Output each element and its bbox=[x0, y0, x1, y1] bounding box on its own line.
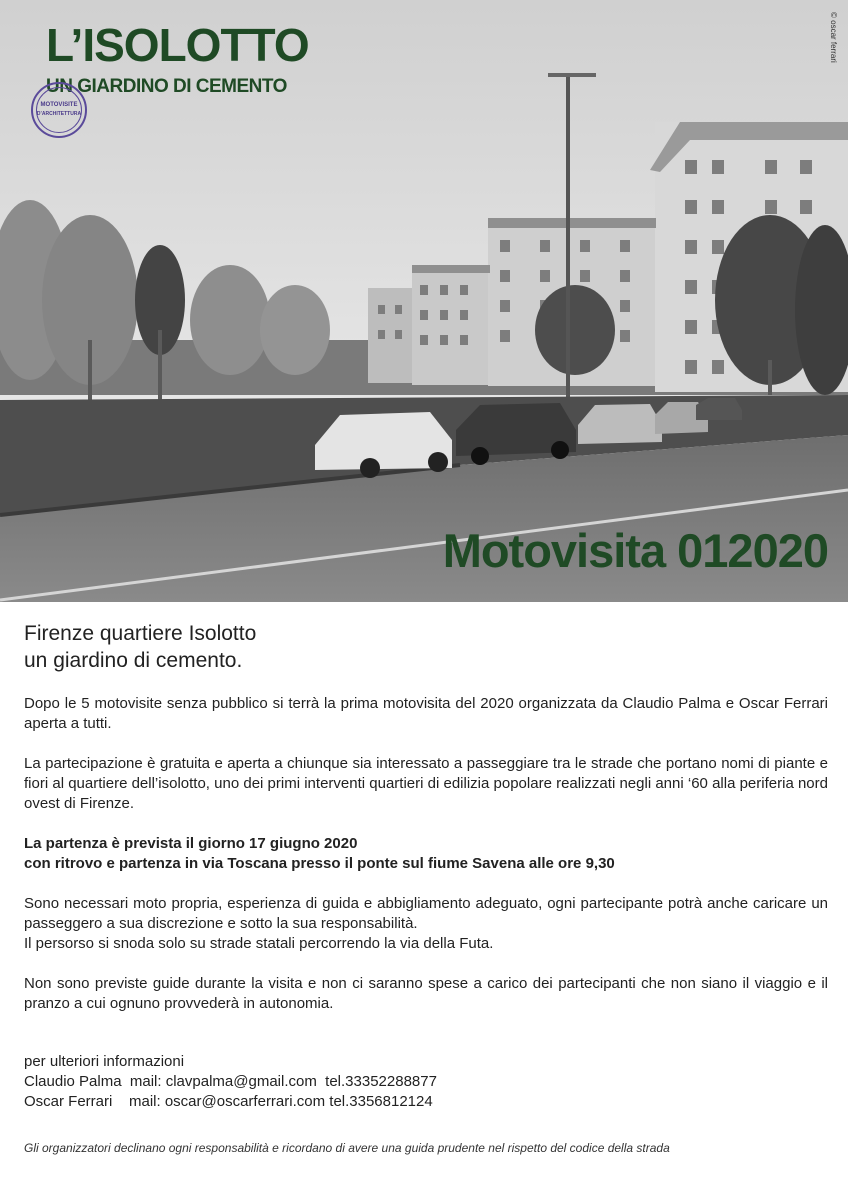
event-label: Motovisita 012020 bbox=[442, 524, 828, 577]
contact-label: per ulteriori informazioni bbox=[24, 1053, 185, 1070]
route-text: Il persorso si snoda solo su strade statali percorrendo la via della Futa. bbox=[24, 935, 494, 952]
paragraph-departure bbox=[24, 834, 828, 874]
paragraph-costs: Non sono previste guide durante la visita e non ci saranno spese a carico dei partecipanti che non siano il viaggio e il pranzo a cui ognuno provvederà in autonomia. bbox=[24, 975, 828, 1012]
contact-oscar: Oscar Ferrari mail: oscar@oscarferrari.com tel.3356812124 bbox=[24, 1093, 433, 1110]
poster-title: L’ISOLOTTO bbox=[46, 19, 309, 71]
contact-claudio: Claudio Palma mail: clavpalma@gmail.com tel.33352288877 bbox=[24, 1073, 437, 1090]
heading-line1: Firenze quartiere Isolotto bbox=[24, 622, 257, 645]
body-heading bbox=[24, 620, 828, 674]
photo-credit-text: © oscar ferrari bbox=[829, 12, 838, 63]
heading-line2: un giardino di cemento. bbox=[24, 649, 243, 672]
stamp-line1: MOTOVISITE bbox=[40, 102, 78, 108]
departure-place: con ritrovo e partenza in via Toscana presso il ponte sul fiume Savena alle ore 9,30 bbox=[24, 855, 615, 872]
paragraph-participation: La partecipazione è gratuita e aperta a chiunque sia interessato a passeggiare tra le strade che portano nomi di piante e fiori al quartiere dell’isolotto, uno dei primi interventi quartieri di edilizia popolare realizzati negli anni ‘60 alla periferia nord ovest di Firenze. bbox=[24, 755, 828, 812]
photo-credit bbox=[826, 12, 840, 82]
requirements-text: Sono necessari moto propria, esperienza di guida e abbigliamento adeguato, ogni partecipante potrà anche caricare un passeggero a sua discrezione e sotto la sua responsabilità. bbox=[24, 895, 828, 932]
contact-info bbox=[24, 1052, 828, 1112]
disclaimer: Gli organizzatori declinano ogni responsabilità e ricordano di avere una guida prudente nel rispetto del codice della strada bbox=[24, 1141, 670, 1155]
stamp-line2: D’ARCHITETTURA bbox=[36, 111, 82, 117]
departure-date: La partenza è prevista il giorno 17 giugno 2020 bbox=[24, 835, 358, 852]
paragraph-intro: Dopo le 5 motovisite senza pubblico si terrà la prima motovisita del 2020 organizzata da Claudio Palma e Oscar Ferrari aperta a tutti. bbox=[24, 695, 828, 732]
poster-subtitle: UN GIARDINO DI CEMENTO bbox=[46, 76, 287, 97]
poster-body bbox=[24, 620, 828, 1112]
paragraph-requirements bbox=[24, 894, 828, 954]
motovisite-stamp-logo bbox=[31, 82, 87, 138]
